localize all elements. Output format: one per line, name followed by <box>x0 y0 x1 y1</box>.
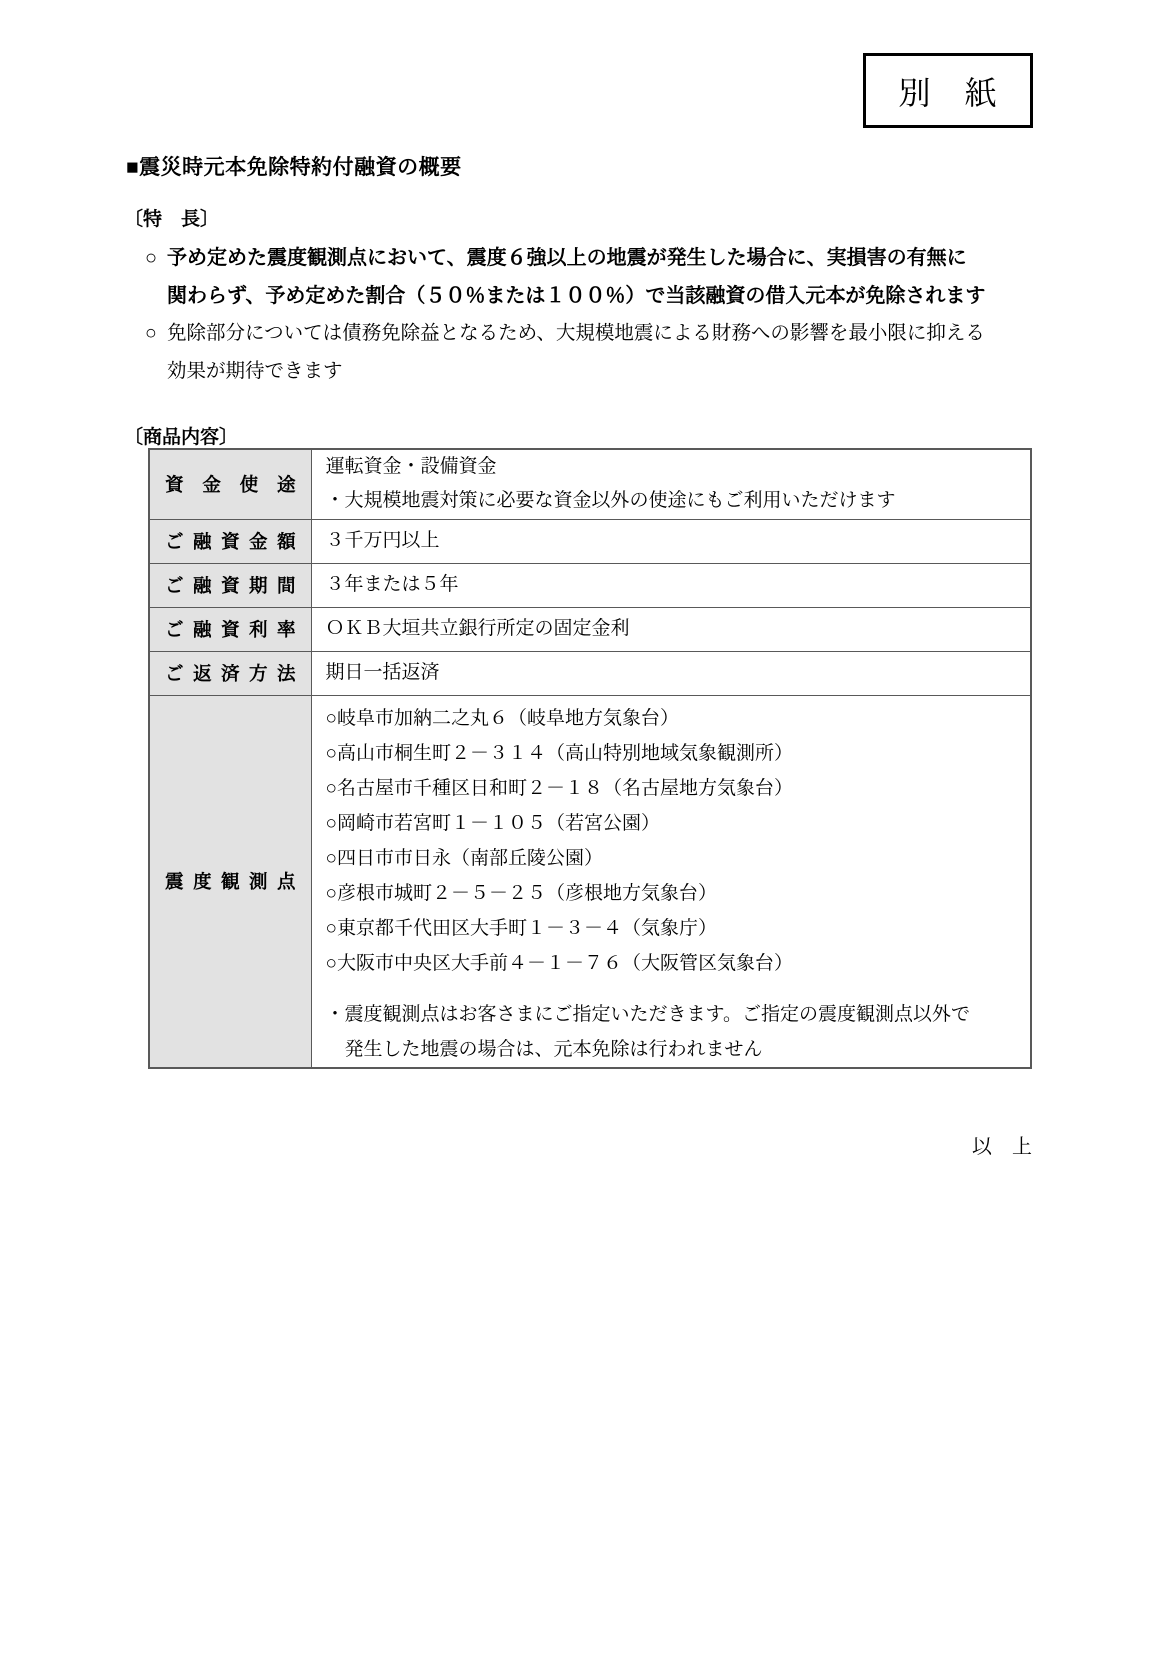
feature-item <box>145 239 1045 315</box>
feature-line: 効果が期待できます <box>167 361 343 382</box>
observation-note-line: 発生した地震の場合は、元本免除は行われません <box>344 1038 763 1060</box>
closing-text: 以 上 <box>972 1136 1032 1158</box>
value-line: 運転資金・設備資金 <box>325 456 497 478</box>
product-table-body <box>149 449 1031 1068</box>
product-section-heading: 〔商品内容〕 <box>124 427 239 448</box>
observation-note-line: ・震度観測点はお客さまにご指定いただきます。ご指定の震度観測点以外で <box>325 1003 970 1025</box>
feature-line: 免除部分については債務免除益となるため、大規模地震による財務への影響を最小限に抑える <box>167 323 985 344</box>
feature-lines <box>167 315 1045 391</box>
row-value <box>311 607 1031 651</box>
row-label: ご融資金額 <box>149 519 311 563</box>
table-row <box>149 449 1031 519</box>
value-line: 期日一括返済 <box>325 662 440 683</box>
attachment-stamp-label: 別 紙 <box>898 74 998 111</box>
observation-point-line: ○彦根市城町２－５－２５（彦根地方気象台） <box>325 882 717 904</box>
table-row <box>149 607 1031 651</box>
feature-item <box>145 315 1045 391</box>
value-line: ＯＫＢ大垣共立銀行所定の固定金利 <box>325 618 630 639</box>
row-label: ご融資利率 <box>149 607 311 651</box>
value-line: ・大規模地震対策に必要な資金以外の使途にもご利用いただけます <box>325 490 896 512</box>
row-label: 震度観測点 <box>149 695 311 1068</box>
product-table <box>148 448 1032 1069</box>
observation-point-line: ○岡崎市若宮町１－１０５（若宮公園） <box>325 812 660 834</box>
observation-point-line: ○四日市市日永（南部丘陵公園） <box>325 847 603 869</box>
observation-point-line: ○東京都千代田区大手町１－３－４（気象庁） <box>325 917 717 939</box>
observation-note <box>326 997 1021 1067</box>
observation-point-line: ○岐阜市加納二之丸６（岐阜地方気象台） <box>325 707 679 729</box>
observation-point-line: ○名古屋市千種区日和町２－１８（名古屋地方気象台） <box>325 777 793 799</box>
row-value <box>311 519 1031 563</box>
value-line: ３年または５年 <box>325 574 459 595</box>
table-row <box>149 563 1031 607</box>
feature-line: 予め定めた震度観測点において、震度６強以上の地震が発生した場合に、実損害の有無に <box>167 247 967 269</box>
row-value <box>311 563 1031 607</box>
table-row <box>149 519 1031 563</box>
table-row <box>149 695 1031 1068</box>
row-value <box>311 449 1031 519</box>
features-section-heading: 〔特 長〕 <box>124 209 220 230</box>
row-label: 資金使途 <box>149 449 311 519</box>
value-line: ３千万円以上 <box>325 530 440 551</box>
row-label: ご融資期間 <box>149 563 311 607</box>
observation-point-line: ○大阪市中央区大手前４－１－７６（大阪管区気象台） <box>325 952 793 974</box>
row-value <box>311 695 1031 1068</box>
observation-point-line: ○高山市桐生町２－３１４（高山特別地域気象観測所） <box>325 742 793 764</box>
circle-bullet-marker: ○ <box>145 323 157 344</box>
feature-lines <box>167 239 1045 315</box>
feature-line: 関わらず、予め定めた割合（５０％または１００％）で当該融資の借入元本が免除されます <box>167 285 986 307</box>
row-label: ご返済方法 <box>149 651 311 695</box>
row-value <box>311 651 1031 695</box>
table-row <box>149 651 1031 695</box>
feature-list <box>145 239 1045 391</box>
circle-bullet-marker: ○ <box>145 247 158 269</box>
attachment-stamp-box <box>863 53 1033 128</box>
page-title: ■震災時元本免除特約付融資の概要 <box>126 156 462 179</box>
